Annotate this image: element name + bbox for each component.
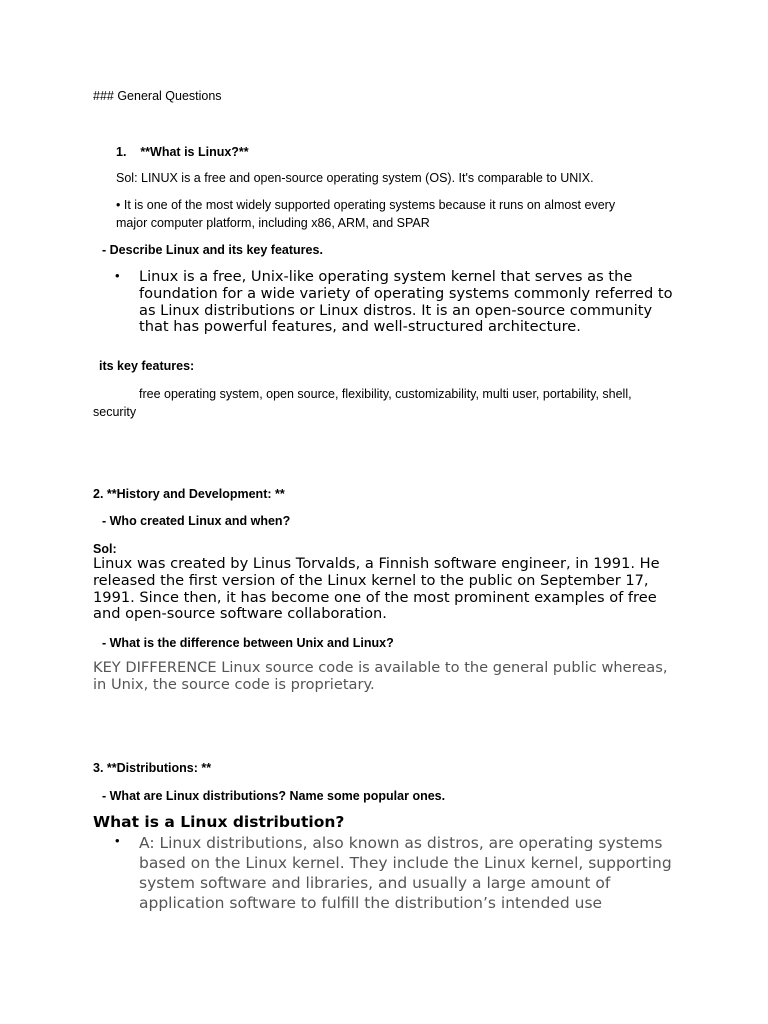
q3-answer: A: Linux distributions, also known as distros, are operating systems based on the Linux kernel. They include the Linux kernel, supporting system software and libraries, and usually a large amount of application software to fulfill the distribution’s intended use [139,834,672,912]
section-heading: ### General Questions [93,89,222,103]
q1-bullet-line2: major computer platform, including x86, ARM, and SPAR [116,216,430,230]
q2-difference: KEY DIFFERENCE Linux source code is available to the general public whereas, in Unix, the source code is proprietary. [93,659,668,693]
q2-subquestion-1: - Who created Linux and when? [102,514,291,528]
q2-title: 2. **History and Development: ** [93,487,285,501]
q1-features-line2: security [93,405,137,419]
q1-sol: Sol: LINUX is a free and open-source operating system (OS). It's comparable to UNIX. [116,171,594,185]
q1-features-label: its key features: [99,359,195,373]
q2-answer: Linux was created by Linus Torvalds, a Finnish software engineer, in 1991. He released the first version of the Linux kernel to the public on September 17, 1991. Since then, it has become one of the most prominent examples of free and open-source software collaboration. [93,555,660,623]
bullet-icon: • [115,833,120,848]
q1-subquestion: - Describe Linux and its key features. [102,243,323,257]
q3-title: 3. **Distributions: ** [93,761,212,775]
q1-description: Linux is a free, Unix-like operating system kernel that serves as the foundation for a wide variety of operating systems commonly referred to as Linux distributions or Linux distros. It is an open-source community that has powerful features, and well-structured architecture. [139,268,673,336]
q1-bullet-line1: • It is one of the most widely supported operating systems because it runs on almost every [116,198,616,212]
q2-sol-label: Sol: [93,542,117,556]
bullet-icon: • [115,268,120,283]
q1-title: 1. **What is Linux?** [116,145,249,159]
q2-subquestion-2: - What is the difference between Unix and Linux? [102,636,394,650]
q3-heading: What is a Linux distribution? [93,813,345,831]
q1-features-line1: free operating system, open source, flexibility, customizability, multi user, portability, shell, [139,387,632,401]
q3-subquestion: - What are Linux distributions? Name some popular ones. [102,789,446,803]
